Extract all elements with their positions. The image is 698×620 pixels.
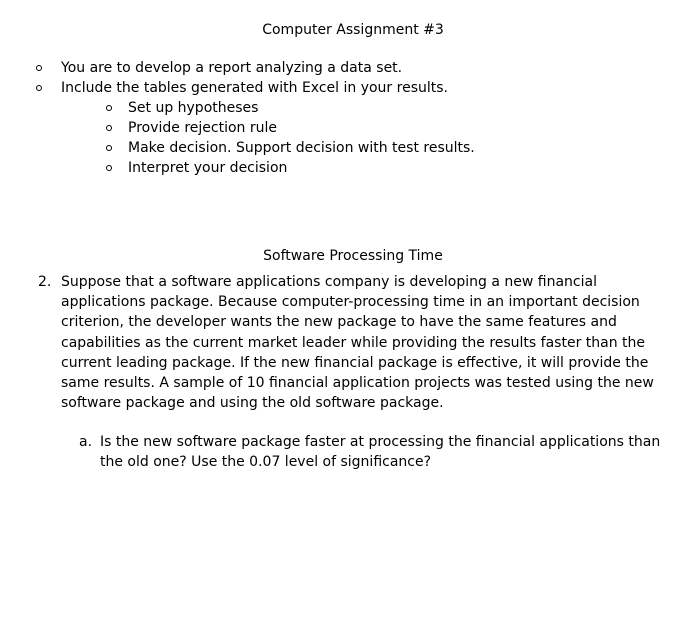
instruction-sub-item: Provide rejection rule <box>128 120 277 136</box>
problem-text: Suppose that a software applications company is developing a new financial applications package. Because computer-processing time in an important decision criterion, the developer wants the new package to have the same features and capabilities as the current market leader while providing the results faster than the current leading package. If the new financial package is effective, it will provide the same results. A sample of 10 financial application projects was tested using the new software package and using the old software package. <box>61 274 654 412</box>
part-letter: a. <box>79 434 93 450</box>
instruction-sub-item: Set up hypotheses <box>128 100 259 116</box>
bullet-icon <box>36 65 42 71</box>
bullet-icon <box>106 105 112 111</box>
bullet-icon <box>106 165 112 171</box>
bullet-icon <box>106 145 112 151</box>
page-title: Computer Assignment #3 <box>262 22 444 38</box>
section-title: Software Processing Time <box>263 248 443 264</box>
instruction-item: You are to develop a report analyzing a data set. <box>61 60 403 76</box>
instruction-item: Include the tables generated with Excel in your results. <box>61 80 448 96</box>
instruction-sub-item: Make decision. Support decision with test results. <box>128 140 475 156</box>
instruction-sub-item: Interpret your decision <box>128 160 288 176</box>
bullet-icon <box>106 125 112 131</box>
bullet-icon <box>36 85 42 91</box>
part-question: Is the new software package faster at processing the financial applications than the old one? Use the 0.07 level of significance? <box>100 434 661 470</box>
problem-number: 2. <box>38 274 52 290</box>
